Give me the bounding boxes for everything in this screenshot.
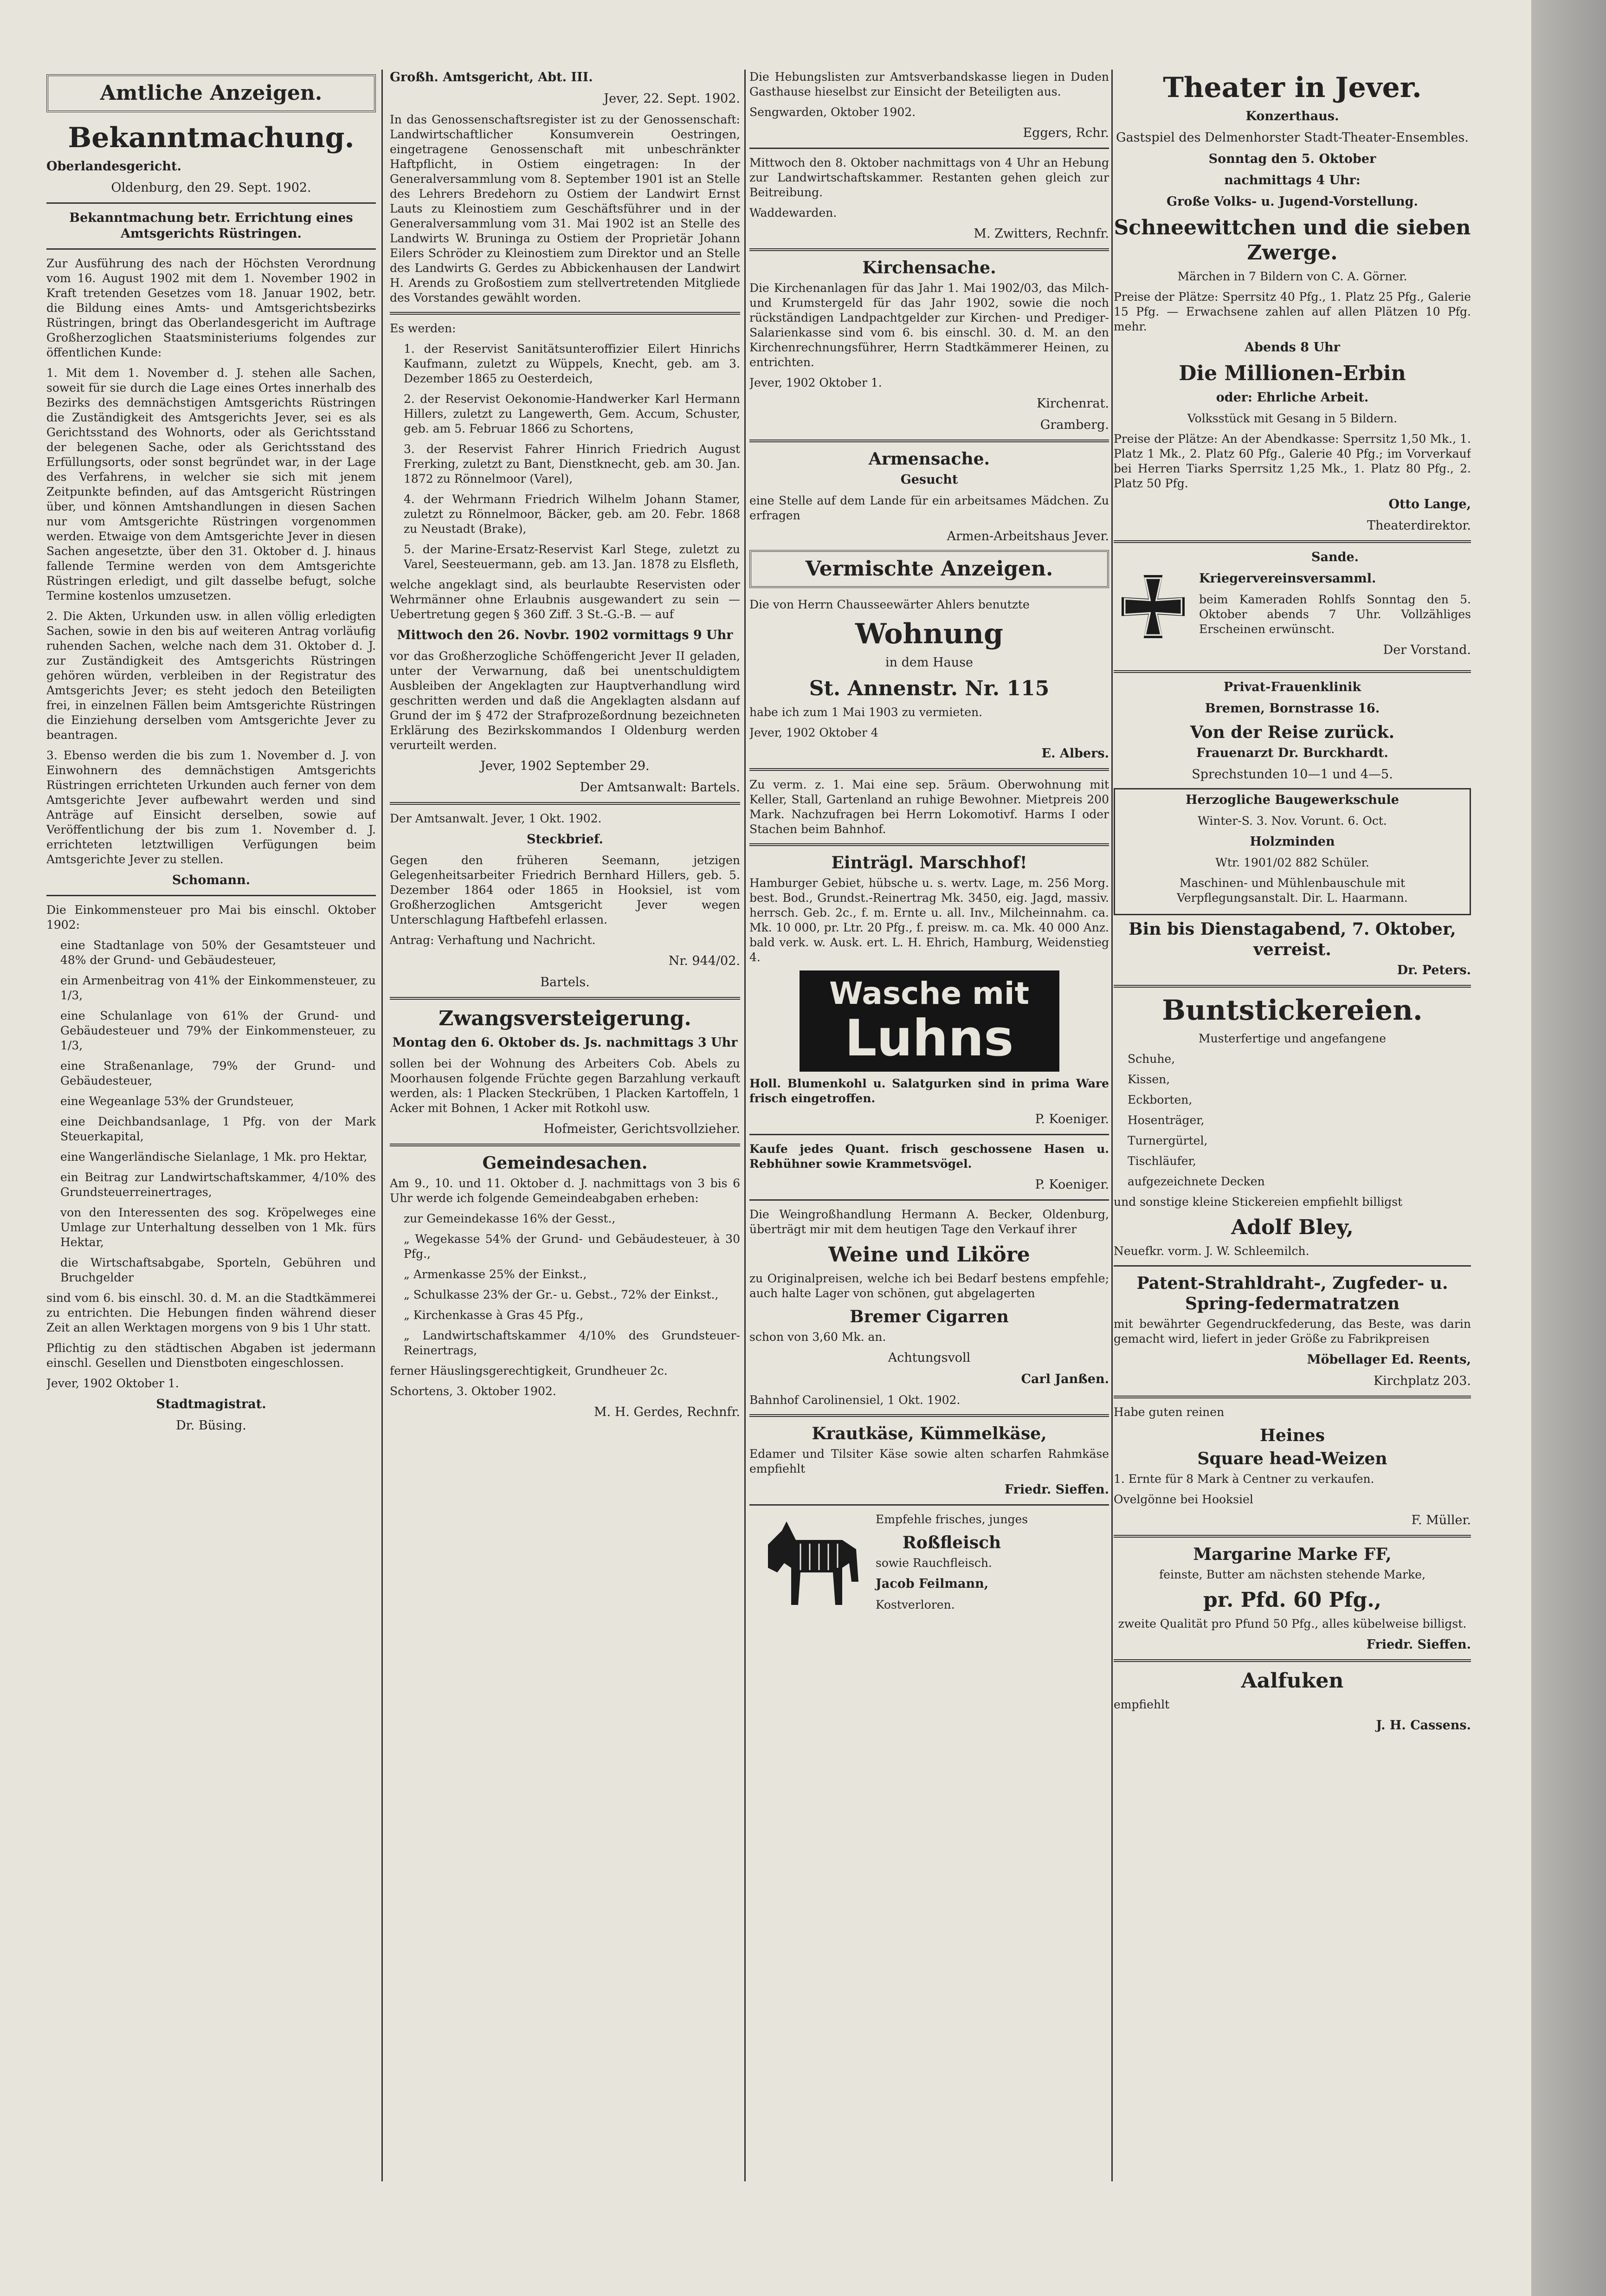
show2-time: Abends 8 Uhr <box>1245 340 1340 355</box>
margarine-text: zweite Qualität pro Pfund 50 Pfg., alles kübelweise billigst. <box>1118 1617 1467 1630</box>
divider <box>749 148 1109 149</box>
cigar-heading: Bremer Cigarren <box>850 1307 1009 1326</box>
municipal-item: zur Gemeindekasse 16% der Gesst., <box>404 1212 616 1225</box>
warrant-number: Nr. 944/02. <box>668 954 740 968</box>
embroidery-place: Neuefkr. vorm. J. W. Schleemilch. <box>1114 1244 1309 1258</box>
tax-item: eine Schulanlage von 61% der Grund- und Gebäudesteuer und 79% der Einkommensteuer, zu 1/3, <box>60 1009 376 1052</box>
tax-item: von den Interessenten des sog. Kröpelweges eine Umlage zur Unterhaltung desselben von 1 Mk. fürs Hektar, <box>60 1206 376 1249</box>
divider <box>749 1504 1109 1506</box>
clinic-hours: Sprechstunden 10—1 und 4—5. <box>1192 767 1393 782</box>
wheat-place: Ovelgönne bei Hooksiel <box>1114 1493 1253 1506</box>
clinic-doctor: Frauenarzt Dr. Burckhardt. <box>1196 746 1388 760</box>
notice-dateline: Oldenburg, den 29. Sept. 1902. <box>111 181 311 195</box>
flat-title: Wohnung <box>855 618 1003 650</box>
eel-text: empfiehlt <box>1114 1698 1170 1711</box>
divider <box>749 768 1109 771</box>
tax-item: eine Deichbandsanlage, 1 Pfg. von der Mark Steuerkapital, <box>60 1115 376 1143</box>
municipal-text: Am 9., 10. und 11. Oktober d. J. nachmittags von 3 bis 6 Uhr werde ich folgende Gemeindeabgaben erheben: <box>390 1177 740 1205</box>
veterans-heading: Kriegervereinsversamml. <box>1199 571 1376 586</box>
divider <box>749 440 1109 442</box>
show1-date: Sonntag den 5. Oktober <box>1208 152 1376 166</box>
horse-icon <box>749 1512 870 1614</box>
tax-item: eine Straßenanlage, 79% der Grund- und Gebäudesteuer, <box>60 1059 376 1087</box>
municipal-item: „ Landwirtschaftskammer 4/10% des Grundsteuer-Reinertrags, <box>404 1329 740 1357</box>
farm-heading: Einträgl. Marschhof! <box>831 853 1027 873</box>
theater-director-title: Theaterdirektor. <box>1367 518 1471 533</box>
notice-paragraph: 3. Ebenso werden die bis zum 1. November d. J. von Einwohnern des demnächstigen Amtsgerichts Rüstringen errichteten Urkunden auch ferner von dem Amtsgerichte Jever aufbewahrt werden und sind Anträge auf Einsicht derselben, sowie auf Veröffentlichung der bis zum 1. November d. J. errichteten letztwilligen Verfügungen beim Amtsgerichte Jever zu stellen. <box>46 749 376 866</box>
show2-subtitle: oder: Ehrliche Arbeit. <box>1216 390 1369 405</box>
luhns-line1: Wasche mit <box>829 976 1030 1011</box>
municipal-heading: Gemeindesachen. <box>482 1153 648 1173</box>
notice-subject: Bekanntmachung betr. Errichtung eines Amtsgerichts Rüstringen. <box>69 211 353 241</box>
divider <box>1114 1535 1471 1538</box>
rent-text: Zu verm. z. 1. Mai eine sep. 5räum. Oberwohnung mit Keller, Stall, Gartenland an ruhige Bewohner. Mietpreis 200 Mark. Nachzufragen bei Herrn Lokomotivf. Harms I oder Stachen beim Bahnhof. <box>749 778 1109 836</box>
reservists-text: vor das Großherzogliche Schöffengericht Jever II geladen, unter der Verwarnung, daß bei unentschuldigtem Ausbleiben der Angeklagten zur Hauptverhandlung wird geschritten werden und daß die Angeklagten alsdann auf Grund der im § 472 der Strafprozeßordnung bezeichneten Erklärung des Bezirkskommandos I Oldenburg werden verurteilt werden. <box>390 649 740 752</box>
eel-heading: Aalfuken <box>1241 1669 1344 1693</box>
mattress-heading: Patent-Strahldraht-, Zugfeder- u. Spring-federmatratzen <box>1136 1274 1448 1313</box>
reservists-date: Mittwoch den 26. Novbr. 1902 vormittags 9 Uhr <box>397 628 733 642</box>
flat-intro: Die von Herrn Chausseewärter Ahlers benutzte <box>749 598 1030 611</box>
mattress-signature: Möbellager Ed. Reents, <box>1307 1352 1471 1367</box>
flat-house: in dem Hause <box>885 655 973 670</box>
veterans-signature: Der Vorstand. <box>1383 643 1471 657</box>
poor-text: eine Stelle auf dem Lande für ein arbeitsames Mädchen. Zu erfragen <box>749 494 1109 522</box>
municipal-item: „ Armenkasse 25% der Einkst., <box>404 1268 587 1281</box>
poor-signature: Armen-Arbeitshaus Jever. <box>947 529 1109 543</box>
tax-signer: Dr. Büsing. <box>176 1418 246 1433</box>
embroidery-heading: Buntstickereien. <box>1162 994 1423 1027</box>
section-heading-misc: Vermischte Anzeigen. <box>749 550 1109 588</box>
embroidery-item: Schuhe, <box>1128 1052 1175 1066</box>
wine-intro: Die Weingroßhandlung Hermann A. Becker, Oldenburg, überträgt mir mit dem heutigen Tage den Verkauf ihrer <box>749 1208 1109 1236</box>
veterans-ad <box>1114 550 1471 664</box>
flat-date: Jever, 1902 Oktober 4 <box>749 726 878 739</box>
veterans-place: Sande. <box>1311 550 1359 564</box>
notice-intro: Zur Ausführung des nach der Höchsten Verordnung vom 16. August 1902 mit dem 1. November 1902 in Kraft tretenden Gesetzes vom 18. Januar 1902, betr. die Bildung eines Amts- und Amtsgerichtsbezirks Rüstringen, bringt das Oberlandesgericht im Auftrage Großherzoglichen Staatsministeriums folgendes zur öffentlichen Kunde: <box>46 257 376 359</box>
church-signature: Gramberg. <box>1040 418 1109 432</box>
tax-item: eine Wegeanlage 53% der Grundsteuer, <box>60 1094 294 1108</box>
poor-subheading: Gesucht <box>900 472 958 487</box>
show1-title: Schneewittchen und die sieben Zwerge. <box>1114 216 1471 265</box>
municipal-date: Schortens, 3. Oktober 1902. <box>390 1384 556 1398</box>
cigar-signature: Carl Janßen. <box>1021 1372 1109 1386</box>
notice-paragraph: 1. Mit dem 1. November d. J. stehen alle Sachen, soweit für sie durch die Lage eines Ortes innerhalb des Bezirks des demnächstigen Amtsgerichts Rüstringen die Zuständigkeit des Amtsgerichts Jever, sei es als Gerichtsstand des Wohnorts, oder als Gerichtsstand der belegenen Sache, oder als Gerichtsstand des Erfüllungsorts, oder sonst begründet war, in der Lage des Verfahrens, in welcher sie sich mit jenem Zeitpunkte befinden, auf das Amtsgericht Rüstringen über, und können Amtshandlungen in diesen Sachen nur vom Amtsgerichte Rüstringen vorgenommen werden. Etwaige von dem Amtsgerichte Jever in diesen Sachen angesetzte, über den 31. Oktober d. J. hinaus fallende Termine werden von dem Amtsgerichte Rüstringen erledigt, und gilt dasselbe befugt, solche Termine kostenlos umzusetzen. <box>46 366 376 602</box>
meat-heading: Roßfleisch <box>902 1533 1001 1552</box>
flat-address: St. Annenstr. Nr. 115 <box>809 677 1050 700</box>
court-heading: Großh. Amtsgericht, Abt. III. <box>390 70 593 84</box>
reservist-item: 4. der Wehrmann Friedrich Wilhelm Johann Stamer, zuletzt zu Rönnelmoor, Bäcker, geb. am 20. Febr. 1868 zu Neustadt (Brake), <box>404 492 740 536</box>
divider <box>749 1414 1109 1417</box>
veg-signature: P. Koeniger. <box>1035 1112 1109 1126</box>
embroidery-intro: Musterfertige und angefangene <box>1198 1032 1387 1045</box>
theater-director: Otto Lange, <box>1388 497 1471 511</box>
court-text: In das Genossenschaftsregister ist zu der Genossenschaft: Landwirtschaftlicher Konsumverein Oestringen, eingetragene Genossenschaft mit unbeschränkter Haftpflicht, in Ostiem eingetragen: In der Generalversammlung vom 8. September 1901 ist an Stelle des Lehrers Bredehorn zu Ostiem der Landwirt Ernst Lauts zu Kleinostiem zum Geschäftsführer und in der Generalversammlung vom 31. Mai 1902 ist an Stelle des Landwirts W. Bruninga zu Ostiem der Proprietär Johann Eilers Schröder zu Kleinostiem zum Direktor und an Stelle des Landwirts G. Gerdes zu Abbickenhausen der Landwirt H. Arends zu Großostiem zum stellvertretenden Mitgliede des Vorstandes gewählt worden. <box>390 113 740 304</box>
meat-signature: Jacob Feilmann, <box>876 1577 989 1591</box>
divider <box>390 312 740 315</box>
warrant-signature: Bartels. <box>540 975 590 990</box>
tax-intro: Die Einkommensteuer pro Mai bis einschl. Oktober 1902: <box>46 903 376 931</box>
cigar-price: schon von 3,60 Mk. an. <box>749 1330 886 1344</box>
divider <box>1114 1265 1471 1267</box>
church-date: Jever, 1902 Oktober 1. <box>749 376 882 389</box>
meat-text: sowie Rauchfleisch. <box>876 1556 992 1570</box>
wheat-heading: Heines <box>1260 1426 1325 1445</box>
clinic-return: Von der Reise zurück. <box>1190 723 1395 742</box>
column-theater-ads <box>1114 70 1471 2186</box>
column-rule <box>1111 70 1113 2181</box>
school-desc: Maschinen- und Mühlenbauschule mit Verpflegungsanstalt. Dir. L. Haarmann. <box>1177 876 1408 905</box>
veg-text: Holl. Blumenkohl u. Salatgurken sind in prima Ware frisch eingetroffen. <box>749 1077 1109 1105</box>
show2-title: Die Millionen-Erbin <box>1179 362 1406 385</box>
municipal-outro: ferner Häuslingsgerechtigkeit, Grundheuer 2c. <box>390 1364 668 1378</box>
lists-signature: Eggers, Rchr. <box>1023 126 1109 140</box>
municipal-signature: M. H. Gerdes, Rechnfr. <box>594 1405 740 1419</box>
margarine-text: feinste, Butter am nächsten stehende Marke, <box>1159 1568 1426 1581</box>
reservist-item: 5. der Marine-Ersatz-Reservist Karl Stege, zuletzt zu Varel, Seesteuermann, geb. am 13. Jan. 1878 zu Elsfleth, <box>404 543 740 571</box>
away-text: Bin bis Dienstagabend, 7. Oktober, verreist. <box>1129 919 1456 959</box>
warrant-heading: Steckbrief. <box>527 832 603 847</box>
embroidery-item: Hosenträger, <box>1128 1113 1205 1127</box>
cheese-text: Edamer und Tilsiter Käse sowie alten scharfen Rahmkäse empfiehlt <box>749 1447 1109 1475</box>
column-official-notices <box>46 70 376 2186</box>
flat-signature: E. Albers. <box>1041 746 1109 761</box>
poor-heading: Armensache. <box>868 449 990 469</box>
notice-authority: Oberlandesgericht. <box>46 159 181 174</box>
clinic-city: Bremen, Bornstrasse 16. <box>1205 701 1380 716</box>
show1-desc: Märchen in 7 Bildern von C. A. Görner. <box>1177 270 1407 283</box>
divider <box>1114 985 1471 988</box>
column-court-notices <box>390 70 740 2186</box>
embroidery-outro: und sonstige kleine Stickereien empfiehlt billigst <box>1114 1195 1403 1209</box>
reservists-text: welche angeklagt sind, als beurlaubte Reservisten oder Wehrmänner ohne Erlaubnis ausgewandert zu sein — Uebertretung gegen § 360 Ziff. 3 St.-G.-B. — auf <box>390 578 740 621</box>
divider <box>1114 1659 1471 1662</box>
mattress-text: mit bewährter Gegendruckfederung, das Beste, was darin gemacht wird, liefert in jeder Größe zu Fabrikpreisen <box>1114 1317 1471 1345</box>
chamber-signature: M. Zwitters, Rechnfr. <box>974 226 1109 241</box>
cigar-respect: Achtungsvoll <box>888 1351 971 1365</box>
luhns-line2: Luhns <box>845 1009 1014 1067</box>
embroidery-item: Tischläufer, <box>1128 1154 1196 1168</box>
tax-authority: Stadtmagistrat. <box>156 1397 266 1411</box>
tax-item: ein Armenbeitrag von 41% der Einkommensteuer, zu 1/3, <box>60 974 376 1002</box>
school-ad <box>1114 788 1471 915</box>
reservists-place: Jever, 1902 September 29. <box>480 759 650 773</box>
court-date: Jever, 22. Sept. 1902. <box>604 91 740 106</box>
show1-time: nachmittags 4 Uhr: <box>1224 173 1361 188</box>
divider <box>46 248 376 250</box>
theater-heading: Theater in Jever. <box>1163 71 1422 104</box>
reservists-signature: Der Amtsanwalt: Bartels. <box>580 780 740 795</box>
divider <box>749 843 1109 846</box>
tax-item: eine Stadtanlage von 50% der Gesamtsteuer und 48% der Grund- und Gebäudesteuer, <box>60 938 376 967</box>
margarine-signature: Friedr. Sieffen. <box>1366 1637 1471 1652</box>
meat-place: Kostverloren. <box>876 1598 955 1611</box>
embroidery-item: Kissen, <box>1128 1073 1170 1086</box>
iron-cross-icon <box>1114 567 1193 646</box>
school-city: Holzminden <box>1250 834 1335 849</box>
tax-item: die Wirtschaftsabgabe, Sporteln, Gebühren und Bruchgelder <box>60 1256 376 1284</box>
mattress-place: Kirchplatz 203. <box>1373 1374 1471 1388</box>
notice-signature: Schomann. <box>172 873 251 887</box>
auction-signature: Hofmeister, Gerichtsvollzieher. <box>543 1122 740 1136</box>
auction-heading: Zwangsversteigerung. <box>439 1007 691 1030</box>
church-text: Die Kirchenanlagen für das Jahr 1. Mai 1902/03, das Milch- und Krumstergeld für das Jahr 1902, sowie die noch rückständigen Landpachtgelder zur Kirchen- und Prediger-Salarienkasse sind vom 6. bis einschl. 30. d. M. an den Kirchenrechnungsführer, Herrn Stadtkämmerer Heinen, zu entrichten. <box>749 281 1109 369</box>
section-heading-official: Amtliche Anzeigen. <box>46 74 376 112</box>
show2-desc: Volksstück mit Gesang in 5 Bildern. <box>1187 412 1398 425</box>
column-rule <box>744 70 746 2181</box>
wine-text: zu Originalpreisen, welche ich bei Bedarf bestens empfehle; auch halte Lager von schönen, gut abgelagerten <box>749 1272 1109 1300</box>
municipal-item: „ Wegekasse 54% der Grund- und Gebäudesteuer, à 30 Pfg., <box>404 1232 740 1261</box>
reservist-item: 2. der Reservist Oekonomie-Handwerker Karl Hermann Hillers, zuletzt zu Langewerth, Gem. Accum, Schuster, geb. am 5. Februar 1866 zu Schortens, <box>404 392 740 435</box>
divider <box>390 1144 740 1146</box>
notice-title: Bekanntmachung. <box>68 122 355 154</box>
reservists-intro: Es werden: <box>390 322 456 335</box>
divider <box>390 997 740 1000</box>
tax-outro: sind vom 6. bis einschl. 30. d. M. an die Stadtkämmerei zu entrichten. Die Hebungen finden während dieser Zeit an allen Werktagen morgens von 9 bis 1 Uhr statt. <box>46 1291 376 1334</box>
margarine-heading: Margarine Marke FF, <box>1193 1545 1392 1564</box>
horse-meat-ad <box>749 1512 1109 1618</box>
cigar-place: Bahnhof Carolinensiel, 1 Okt. 1902. <box>749 1393 961 1407</box>
theater-venue: Konzerthaus. <box>1245 109 1339 123</box>
farm-text: Hamburger Gebiet, hübsche u. s. wertv. Lage, m. 256 Morg. best. Bod., Grundst.-Reinertrag Mk. 3450, eig. Jagd, massiv. herrsch. Geb. 2c., f. m. Ernte u. all. Inv., Milcheinnahm. ca. Mk. 10 000, pr. Ltr. 20 Pfg., f. preisw. m. ca. Mk. 40 000 Anz. bald verk. w. Ausk. ert. L. H. Ehrich, Hamburg, Weidenstieg 4. <box>749 876 1109 964</box>
school-line: Winter-S. 3. Nov. Vorunt. 6. Oct. <box>1198 814 1387 828</box>
municipal-item: „ Schulkasse 23% der Gr.- u. Gebst., 72% der Einkst., <box>404 1288 719 1301</box>
wheat-heading: Square head-Weizen <box>1197 1449 1387 1468</box>
clinic-heading: Privat-Frauenklinik <box>1223 680 1361 694</box>
veterans-text: beim Kameraden Rohlfs Sonntag den 5. Oktober abends 7 Uhr. Vollzähliges Erscheinen erwünscht. <box>1199 593 1471 636</box>
column-rule <box>381 70 383 2181</box>
show1-prices: Preise der Plätze: Sperrsitz 40 Pfg., 1. Platz 25 Pfg., Galerie 15 Pfg. — Erwachsene zahlen auf allen Plätzen 10 Pfg. mehr. <box>1114 290 1471 333</box>
school-line: Wtr. 1901/02 882 Schüler. <box>1215 856 1369 869</box>
tax-date: Jever, 1902 Oktober 1. <box>46 1377 179 1390</box>
church-council: Kirchenrat. <box>1036 396 1109 411</box>
game-signature: P. Koeniger. <box>1035 1177 1109 1192</box>
divider <box>46 202 376 204</box>
reservist-item: 3. der Reservist Fahrer Hinrich Friedrich August Frerking, zuletzt zu Bant, Dienstknecht, geb. am 30. Jan. 1872 zu Rönnelmoor (Varel), <box>404 442 740 485</box>
away-signature: Dr. Peters. <box>1397 963 1471 977</box>
lists-text: Die Hebungslisten zur Amtsverbandskasse liegen in Duden Gasthause hieselbst zur Einsicht der Beteiligten aus. <box>749 70 1109 98</box>
embroidery-item: Eckborten, <box>1128 1093 1193 1106</box>
school-heading: Herzogliche Baugewerkschule <box>1186 793 1399 807</box>
embroidery-item: aufgezeichnete Decken <box>1128 1175 1265 1188</box>
notice-paragraph: 2. Die Akten, Urkunden usw. in allen völlig erledigten Sachen, sowie in den bis auf weiteren Antrag vorläufig ruhenden Sachen, welche nach dem 31. Oktober d. J. zur Zuständigkeit des Amtsgerichts Rüstringen gehören würden, verbleiben in der Registratur des Amtsgerichts Jever; es steht jedoch den Beteiligten frei, in einzelnen Fällen beim Amtsgerichte Rüstringen die Einziehung derselben vom Amtsgerichte Jever zu beantragen. <box>46 609 376 742</box>
warrant-text: Gegen den früheren Seemann, jetzigen Gelegenheitsarbeiter Friedrich Bernhard Hillers, geb. 5. Dezember 1864 oder 1865 in Hooksiel, ist vom Großherzoglichen Amtsgericht Jever wegen Unterschlagung Haftbefehl erlassen. <box>390 854 740 926</box>
divider <box>390 802 740 805</box>
auction-text: sollen bei der Wohnung des Arbeiters Cob. Abels zu Moorhausen folgende Früchte gegen Barzahlung verkauft werden, als: 1 Placken Steckrüben, 1 Placken Kartoffeln, 1 Acker mit Bohnen, 1 Acker mit Rotkohl usw. <box>390 1057 740 1115</box>
margarine-price: pr. Pfd. 60 Pfg., <box>1203 1588 1381 1612</box>
meat-text: Empfehle frisches, junges <box>876 1513 1028 1526</box>
auction-date: Montag den 6. Oktober ds. Js. nachmittags 3 Uhr <box>392 1035 738 1050</box>
tax-item: eine Wangerländische Sielanlage, 1 Mk. pro Hektar, <box>60 1150 368 1164</box>
divider <box>749 1134 1109 1135</box>
flat-text: habe ich zum 1 Mai 1903 zu vermieten. <box>749 705 983 719</box>
lists-date: Sengwarden, Oktober 1902. <box>749 105 916 119</box>
show1-type: Große Volks- u. Jugend-Vorstellung. <box>1167 194 1418 209</box>
divider <box>1114 670 1471 673</box>
divider <box>1114 540 1471 543</box>
divider <box>46 895 376 896</box>
chamber-place: Waddewarden. <box>749 206 837 220</box>
divider <box>749 1199 1109 1201</box>
column-misc-ads <box>749 70 1109 2186</box>
wheat-signature: F. Müller. <box>1411 1513 1471 1527</box>
eel-signature: J. H. Cassens. <box>1376 1718 1471 1733</box>
tax-obligation: Pflichtig zu den städtischen Abgaben ist jedermann einschl. Gesellen und Dienstboten eingeschlossen. <box>46 1341 376 1370</box>
wheat-text: 1. Ernte für 8 Mark à Centner zu verkaufen. <box>1114 1472 1374 1486</box>
game-text: Kaufe jedes Quant. frisch geschossene Hasen u. Rebhühner sowie Krammetsvögel. <box>749 1142 1109 1171</box>
wine-heading: Weine und Liköre <box>828 1243 1030 1267</box>
reservist-item: 1. der Reservist Sanitätsunteroffizier Eilert Hinrichs Kaufmann, zuletzt zu Wüppels, Knecht, geb. am 3. Dezember 1865 zu Oesterdeich, <box>404 342 740 385</box>
show2-prices: Preise der Plätze: An der Abendkasse: Sperrsitz 1,50 Mk., 1. Platz 1 Mk., 2. Platz 60 Pfg., Galerie 40 Pfg.; im Vorverkauf bei Herren Tiarks Sperrsitz 1,25 Mk., 1. Platz 80 Pfg., 2. Platz 50 Pfg. <box>1114 432 1471 490</box>
warrant-line: Der Amtsanwalt. Jever, 1 Okt. 1902. <box>390 812 602 825</box>
divider <box>1114 1396 1471 1398</box>
page-edge <box>1531 0 1606 2296</box>
embroidery-item: Turnergürtel, <box>1128 1134 1208 1147</box>
cheese-signature: Friedr. Sieffen. <box>1004 1482 1109 1497</box>
cheese-heading: Krautkäse, Kümmelkäse, <box>812 1424 1047 1443</box>
church-heading: Kirchensache. <box>862 258 996 278</box>
luhns-soap-ad <box>800 970 1059 1072</box>
tax-item: ein Beitrag zur Landwirtschaftskammer, 4/10% des Grundsteuerreinertrages, <box>60 1171 376 1199</box>
warrant-request: Antrag: Verhaftung und Nachricht. <box>390 933 596 947</box>
embroidery-signature: Adolf Bley, <box>1231 1216 1354 1239</box>
divider <box>749 248 1109 251</box>
chamber-text: Mittwoch den 8. Oktober nachmittags von 4 Uhr an Hebung zur Landwirtschaftskammer. Restanten gehen gleich zur Beitreibung. <box>749 156 1109 199</box>
municipal-item: „ Kirchenkasse à Gras 45 Pfg., <box>404 1308 584 1322</box>
wheat-intro: Habe guten reinen <box>1114 1405 1225 1419</box>
theater-guest: Gastspiel des Delmenhorster Stadt-Theater-Ensembles. <box>1116 130 1469 145</box>
